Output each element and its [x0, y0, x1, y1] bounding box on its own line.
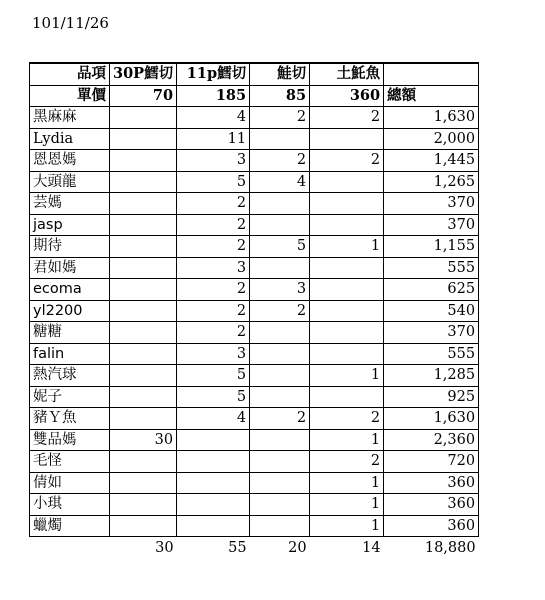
row-total-cell: 1,445 [384, 150, 479, 172]
quantity-cell: 2 [310, 408, 384, 430]
table-row [30, 214, 479, 236]
table-row [30, 236, 479, 258]
table-row [30, 322, 479, 344]
customer-name-cell: 糖糖 [30, 322, 110, 344]
table-row [30, 128, 479, 150]
row-total-cell: 370 [384, 193, 479, 215]
quantity-cell [250, 494, 310, 516]
table-row [30, 472, 479, 494]
quantity-cell: 2 [250, 107, 310, 129]
column-total-cell: 30 [155, 539, 174, 556]
quantity-cell [177, 494, 250, 516]
quantity-cell [250, 343, 310, 365]
table-row [30, 494, 479, 516]
row-total-cell: 720 [384, 451, 479, 473]
quantity-cell [110, 257, 177, 279]
customer-name-cell: 黑麻麻 [30, 107, 110, 129]
row-total-cell: 360 [384, 472, 479, 494]
header-cell: 30P鱈切 [110, 63, 177, 85]
quantity-cell: 4 [250, 171, 310, 193]
quantity-cell [310, 300, 384, 322]
row-total-cell: 555 [384, 257, 479, 279]
quantity-cell: 2 [250, 300, 310, 322]
customer-name-cell: yl2200 [30, 300, 110, 322]
row-total-cell: 1,285 [384, 365, 479, 387]
quantity-cell: 2 [177, 193, 250, 215]
quantity-cell: 2 [177, 322, 250, 344]
customer-name-cell: falin [30, 343, 110, 365]
quantity-cell [177, 515, 250, 537]
table-row [30, 365, 479, 387]
quantity-cell: 3 [250, 279, 310, 301]
table-row [30, 408, 479, 430]
column-total-cell [30, 537, 110, 559]
quantity-cell [310, 386, 384, 408]
quantity-cell: 2 [310, 150, 384, 172]
quantity-cell: 1 [310, 472, 384, 494]
quantity-cell [310, 322, 384, 344]
quantity-cell [177, 472, 250, 494]
quantity-cell [110, 236, 177, 258]
quantity-cell: 2 [177, 236, 250, 258]
quantity-cell [250, 515, 310, 537]
quantity-cell: 2 [177, 214, 250, 236]
customer-name-cell: ecoma [30, 279, 110, 301]
customer-name-cell: jasp [30, 214, 110, 236]
row-total-cell: 370 [384, 214, 479, 236]
quantity-cell [310, 214, 384, 236]
quantity-cell [250, 193, 310, 215]
quantity-cell [250, 257, 310, 279]
table-row [30, 279, 479, 301]
row-total-cell: 540 [384, 300, 479, 322]
price-cell: 360 [310, 85, 384, 107]
row-total-cell: 2,360 [384, 429, 479, 451]
quantity-cell [110, 365, 177, 387]
quantity-cell: 2 [310, 451, 384, 473]
quantity-cell: 5 [250, 236, 310, 258]
table-row [30, 451, 479, 473]
row-total-cell: 625 [384, 279, 479, 301]
quantity-cell [110, 343, 177, 365]
quantity-cell [110, 107, 177, 129]
table-row [30, 257, 479, 279]
customer-name-cell: 芸媽 [30, 193, 110, 215]
table-row [30, 193, 479, 215]
customer-name-cell: 毛怪 [30, 451, 110, 473]
row-total-cell: 555 [384, 343, 479, 365]
quantity-cell [110, 300, 177, 322]
quantity-cell [110, 408, 177, 430]
row-total-cell: 925 [384, 386, 479, 408]
customer-name-cell: 大頭龍 [30, 171, 110, 193]
quantity-cell [110, 386, 177, 408]
quantity-cell: 2 [250, 408, 310, 430]
quantity-cell: 2 [310, 107, 384, 129]
quantity-cell: 1 [310, 494, 384, 516]
quantity-cell [177, 429, 250, 451]
table-row [30, 343, 479, 365]
quantity-cell [310, 343, 384, 365]
quantity-cell [250, 365, 310, 387]
header-cell [384, 63, 479, 85]
quantity-cell: 4 [177, 408, 250, 430]
quantity-cell: 1 [310, 236, 384, 258]
quantity-cell [110, 171, 177, 193]
row-total-cell: 360 [384, 515, 479, 537]
date-label: 101/11/26 [32, 14, 109, 32]
column-total-cell: 55 [228, 539, 247, 556]
quantity-cell [110, 128, 177, 150]
header-row-items [30, 63, 479, 85]
header-cell: 品項 [30, 63, 110, 85]
quantity-cell [110, 451, 177, 473]
quantity-cell [110, 472, 177, 494]
row-total-cell: 1,155 [384, 236, 479, 258]
customer-name-cell: 妮子 [30, 386, 110, 408]
totals-row [30, 537, 479, 559]
customer-name-cell: 雙品媽 [30, 429, 110, 451]
table-row [30, 107, 479, 129]
quantity-cell [177, 451, 250, 473]
row-total-cell: 1,630 [384, 408, 479, 430]
row-total-cell: 370 [384, 322, 479, 344]
quantity-cell: 3 [177, 257, 250, 279]
quantity-cell: 1 [310, 515, 384, 537]
quantity-cell [250, 322, 310, 344]
quantity-cell: 4 [177, 107, 250, 129]
price-cell: 185 [177, 85, 250, 107]
quantity-cell [310, 171, 384, 193]
grand-total-cell: 18,880 [424, 539, 476, 556]
table-row [30, 150, 479, 172]
header-cell: 鮭切 [250, 63, 310, 85]
row-total-cell: 1,265 [384, 171, 479, 193]
quantity-cell [310, 193, 384, 215]
quantity-cell [310, 257, 384, 279]
quantity-cell: 11 [177, 128, 250, 150]
customer-name-cell: 倩如 [30, 472, 110, 494]
quantity-cell [250, 429, 310, 451]
quantity-cell: 2 [177, 300, 250, 322]
quantity-cell [310, 279, 384, 301]
customer-name-cell: 蠟燭 [30, 515, 110, 537]
quantity-cell [250, 214, 310, 236]
header-cell: 土魠魚 [310, 63, 384, 85]
table-row [30, 515, 479, 537]
customer-name-cell: 豬Ｙ魚 [30, 408, 110, 430]
quantity-cell: 5 [177, 365, 250, 387]
customer-name-cell: 君如媽 [30, 257, 110, 279]
quantity-cell: 5 [177, 171, 250, 193]
customer-name-cell: 恩恩媽 [30, 150, 110, 172]
quantity-cell [310, 128, 384, 150]
quantity-cell [250, 128, 310, 150]
table-row [30, 429, 479, 451]
price-cell: 85 [250, 85, 310, 107]
quantity-cell [110, 214, 177, 236]
quantity-cell: 5 [177, 386, 250, 408]
quantity-cell [250, 472, 310, 494]
quantity-cell: 1 [310, 429, 384, 451]
row-total-cell: 1,630 [384, 107, 479, 129]
quantity-cell [110, 322, 177, 344]
quantity-cell: 3 [177, 150, 250, 172]
order-table [29, 62, 479, 558]
quantity-cell [110, 515, 177, 537]
quantity-cell [250, 386, 310, 408]
table-row [30, 171, 479, 193]
header-row-prices [30, 85, 479, 107]
quantity-cell [110, 279, 177, 301]
customer-name-cell: Lydia [30, 128, 110, 150]
quantity-cell: 3 [177, 343, 250, 365]
customer-name-cell: 熱汽球 [30, 365, 110, 387]
quantity-cell: 30 [110, 429, 177, 451]
quantity-cell [110, 193, 177, 215]
column-total-cell: 20 [288, 539, 307, 556]
quantity-cell: 2 [177, 279, 250, 301]
table-row [30, 300, 479, 322]
price-cell: 70 [110, 85, 177, 107]
quantity-cell [110, 494, 177, 516]
row-total-cell: 360 [384, 494, 479, 516]
row-total-cell: 2,000 [384, 128, 479, 150]
customer-name-cell: 小琪 [30, 494, 110, 516]
total-header: 總額 [384, 85, 479, 107]
quantity-cell: 1 [310, 365, 384, 387]
price-label: 單價 [30, 85, 110, 107]
customer-name-cell: 期待 [30, 236, 110, 258]
column-total-cell: 14 [362, 539, 381, 556]
quantity-cell [110, 150, 177, 172]
quantity-cell: 2 [250, 150, 310, 172]
quantity-cell [250, 451, 310, 473]
header-cell: 11p鱈切 [177, 63, 250, 85]
table-row [30, 386, 479, 408]
